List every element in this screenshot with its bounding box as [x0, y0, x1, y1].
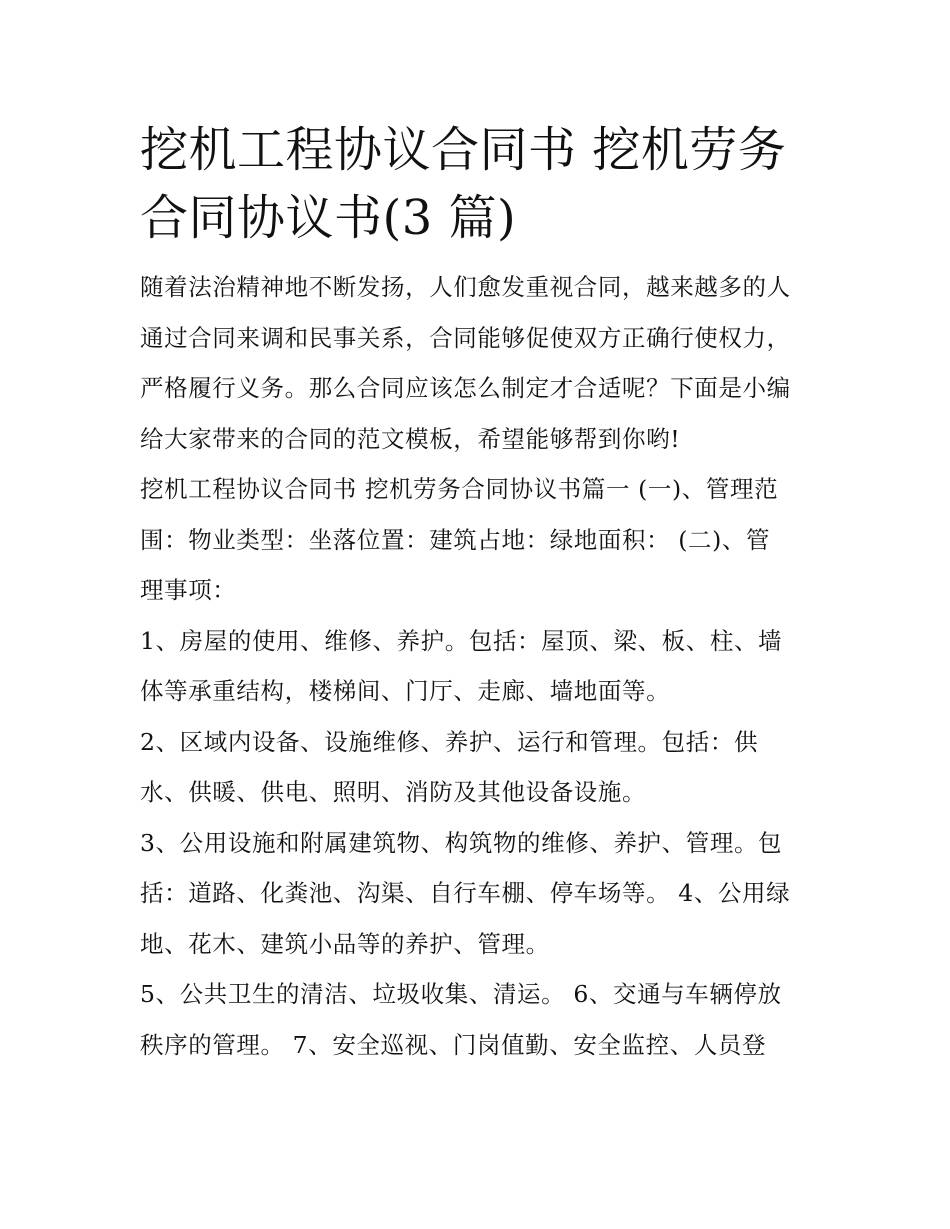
item-paragraph-5	[140, 969, 812, 1070]
intro-paragraph	[140, 262, 812, 464]
document-page	[140, 116, 812, 1070]
text-line: 随着法治精神地不断发扬，人们愈发重视合同，越来越多的人	[140, 273, 791, 301]
text-line: 理事项：	[140, 576, 237, 604]
text-line: 3、公用设施和附属建筑物、构筑物的维修、养护、管理。包	[140, 828, 783, 857]
text-line: 体等承重结构，楼梯间、门厅、走廊、墙地面等。	[140, 677, 671, 705]
text-line: 秩序的管理。 7、安全巡视、门岗值勤、安全监控、人员登	[140, 1030, 767, 1059]
item-paragraph-2	[140, 717, 812, 818]
title-line: 挖机工程协议合同书 挖机劳务	[140, 122, 787, 178]
text-line: 5、公共卫生的清洁、垃圾收集、清运。 6、交通与车辆停放	[140, 980, 782, 1008]
text-line: 1、房屋的使用、维修、养护。包括：屋顶、梁、板、柱、墙	[140, 626, 783, 655]
text-line: 地、花木、建筑小品等的养护、管理。	[140, 929, 550, 958]
item-paragraph-3	[140, 818, 812, 970]
text-line: 挖机工程协议合同书 挖机劳务合同协议书篇一 (一)、管理范	[140, 475, 779, 503]
text-line: 给大家带来的合同的范文模板，希望能够帮到你哟!	[140, 424, 681, 453]
text-line: 通过合同来调和民事关系，合同能够促使双方正确行使权力，	[140, 323, 791, 352]
text-line: 水、供暖、供电、照明、消防及其他设备设施。	[140, 778, 647, 806]
text-line: 2、区域内设备、设施维修、养护、运行和管理。包括：供	[140, 727, 759, 756]
text-line: 围：物业类型：坐落位置：建筑占地：绿地面积： (二)、管	[140, 525, 771, 554]
text-line: 严格履行义务。那么合同应该怎么制定才合适呢？下面是小编	[140, 374, 791, 402]
document-title	[140, 116, 812, 252]
section-paragraph	[140, 464, 812, 616]
text-line: 括：道路、化粪池、沟渠、自行车棚、停车场等。 4、公用绿	[140, 879, 791, 907]
item-paragraph-1	[140, 616, 812, 717]
title-line: 合同协议书(3 篇)	[140, 190, 517, 246]
